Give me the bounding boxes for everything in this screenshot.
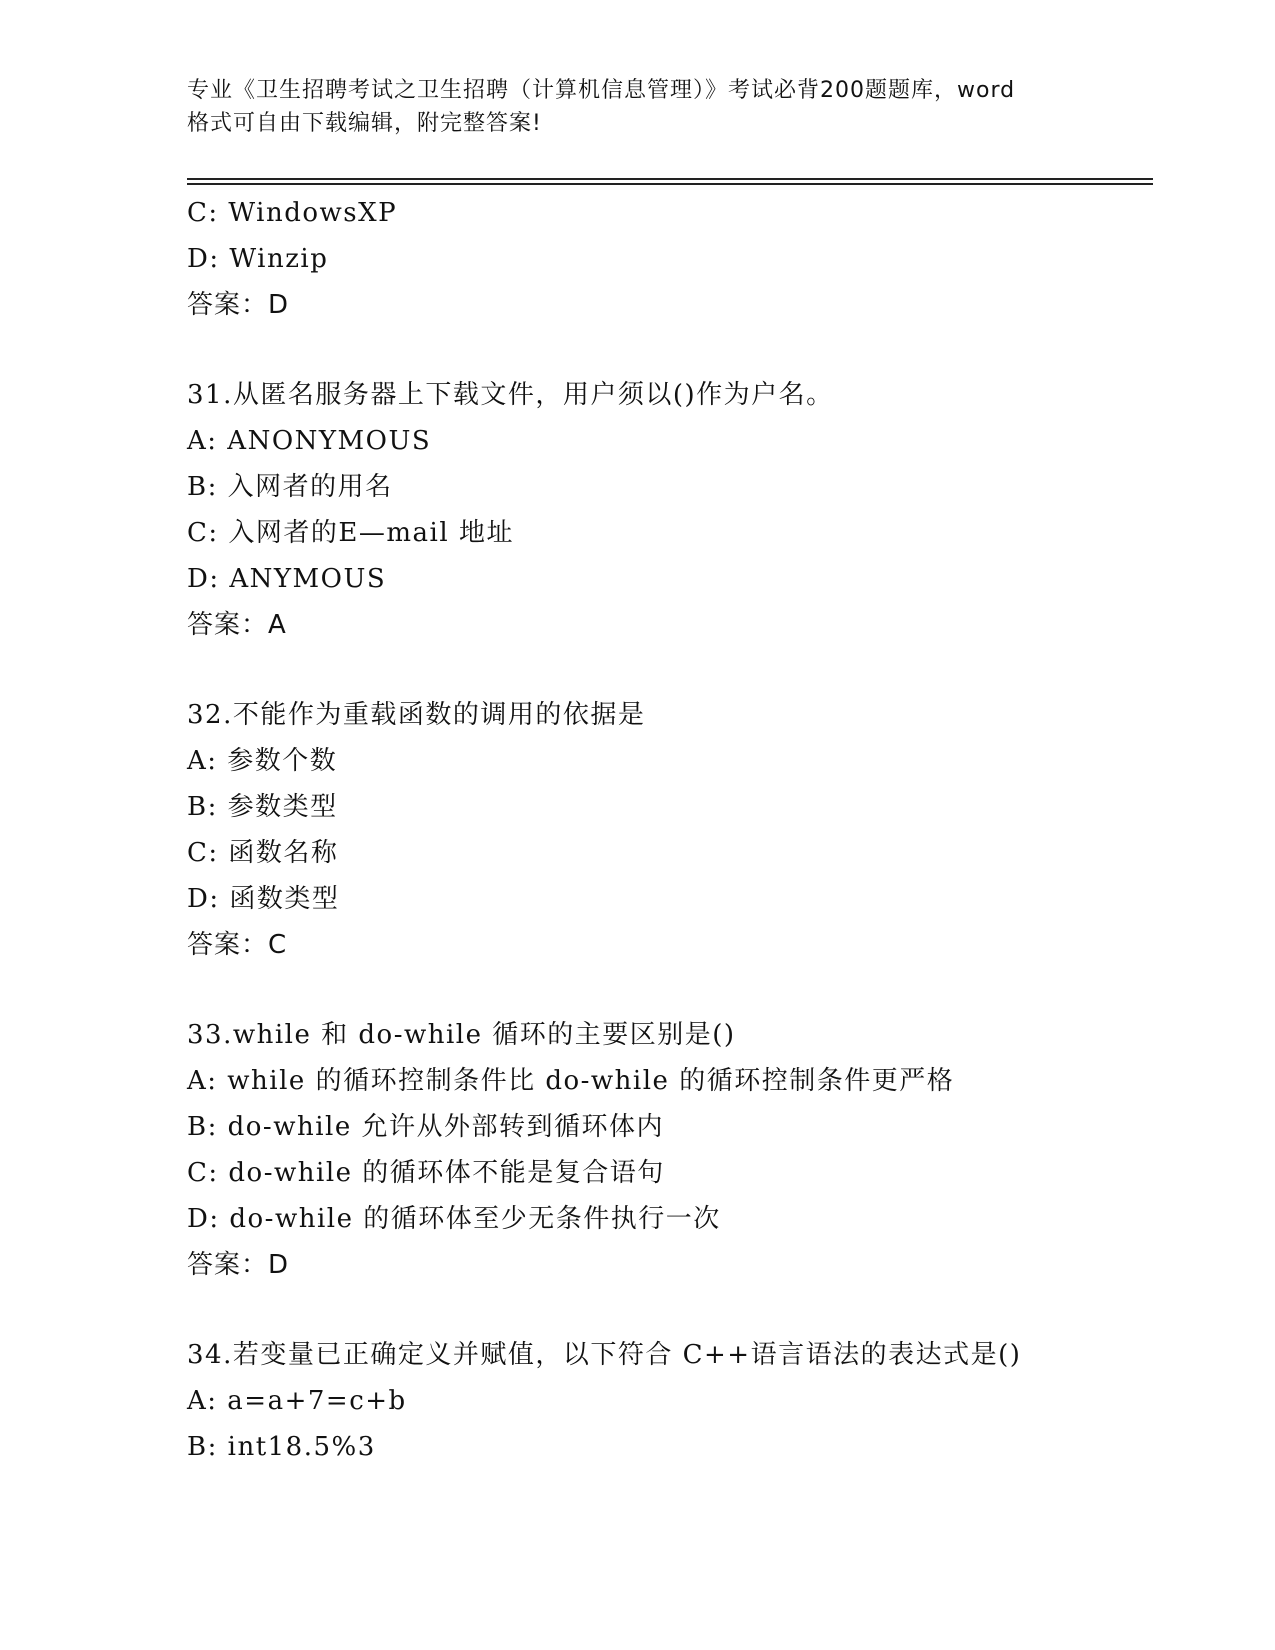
option-line: C: 入网者的E—mail 地址: [187, 518, 514, 548]
option-line: B: 参数类型: [187, 792, 338, 822]
option-line: A: 参数个数: [187, 746, 338, 776]
option-line: D: do-while 的循环体至少无条件执行一次: [187, 1204, 721, 1234]
option-line: C: 函数名称: [187, 838, 339, 868]
answer-line: 答案：A: [187, 610, 287, 640]
option-line: A: ANONYMOUS: [187, 426, 432, 456]
block-spacer: [187, 648, 1147, 692]
block-spacer: [187, 968, 1147, 1012]
option-line: D: 函数类型: [187, 884, 340, 914]
option-line: B: int18.5%3: [187, 1432, 376, 1462]
answer-line: 答案：D: [187, 290, 290, 320]
answer-line: 答案：D: [187, 1250, 290, 1280]
question-stem: 33.while 和 do-while 循环的主要区别是(): [187, 1020, 736, 1050]
question-stem: 34.若变量已正确定义并赋值，以下符合 C++语言语法的表达式是(): [187, 1340, 1022, 1370]
block-spacer: [187, 1288, 1147, 1332]
option-line: C: do-while 的循环体不能是复合语句: [187, 1158, 665, 1188]
option-line: C: WindowsXP: [187, 198, 398, 228]
option-line: B: 入网者的用名: [187, 472, 393, 502]
option-line: D: Winzip: [187, 244, 329, 274]
option-line: A: while 的循环控制条件比 do-while 的循环控制条件更严格: [187, 1066, 955, 1096]
header-rule-top: [187, 178, 1153, 180]
header-rule-bottom: [187, 183, 1153, 185]
option-line: D: ANYMOUS: [187, 564, 387, 594]
answer-line: 答案：C: [187, 930, 288, 960]
question-list: [187, 190, 1147, 1470]
question-stem: 32.不能作为重载函数的调用的依据是: [187, 700, 646, 730]
document-header: [187, 74, 1087, 140]
question-stem: 31.从匿名服务器上下载文件，用户须以()作为户名。: [187, 380, 834, 410]
option-line: B: do-while 允许从外部转到循环体内: [187, 1112, 664, 1142]
option-line: A: a=a+7=c+b: [187, 1386, 407, 1416]
header-line-1: 专业《卫生招聘考试之卫生招聘（计算机信息管理）》考试必背200题题库，word: [187, 78, 1016, 103]
header-line-2: 格式可自由下载编辑，附完整答案!: [187, 111, 542, 136]
block-spacer: [187, 328, 1147, 372]
